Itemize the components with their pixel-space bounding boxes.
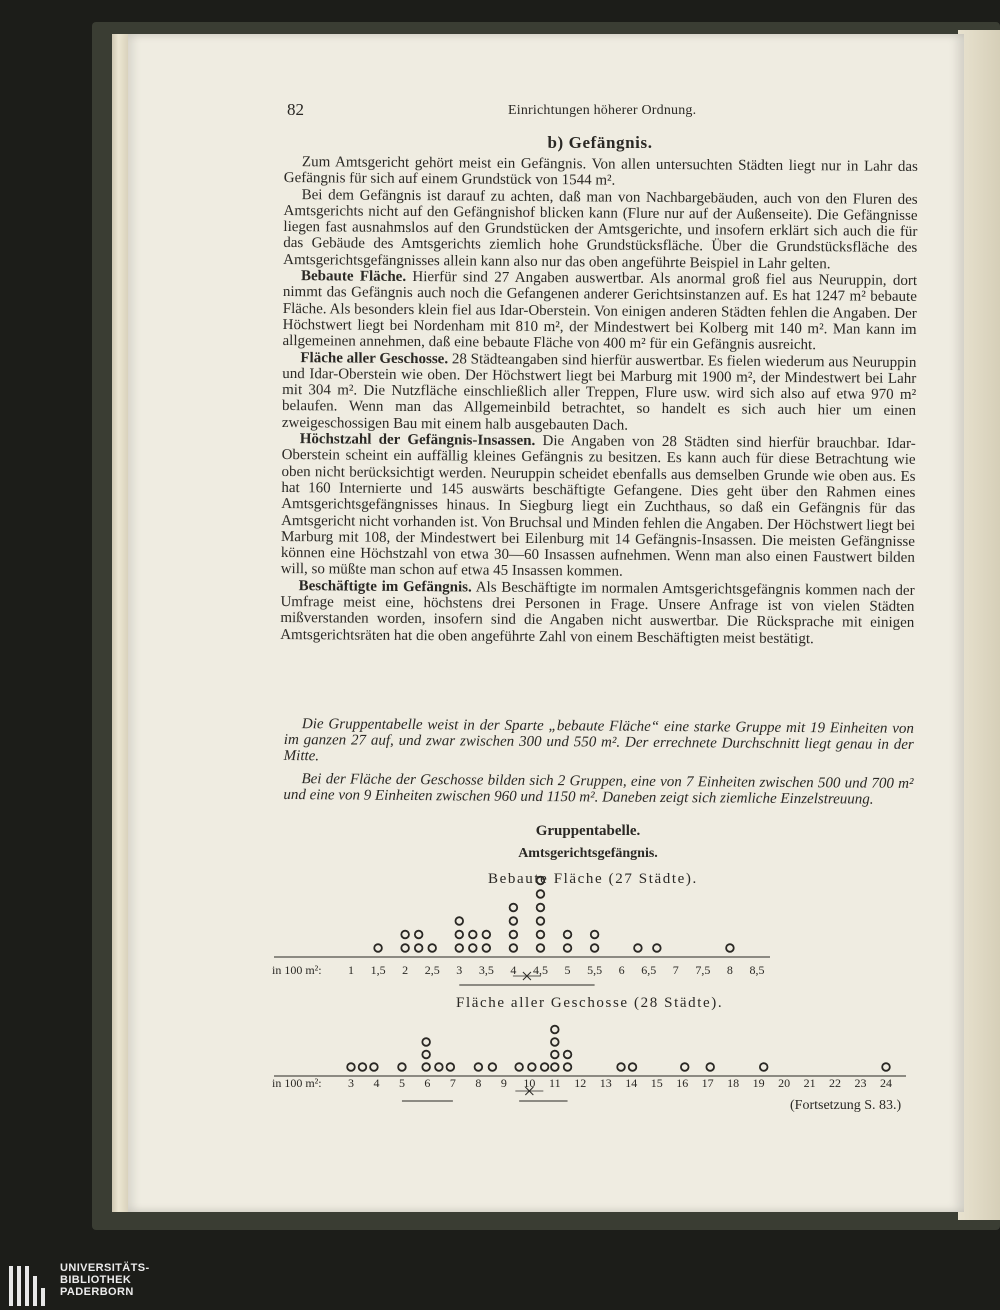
chart2-title: Fläche aller Geschosse (28 Städte).: [456, 995, 724, 1011]
data-dot: [591, 931, 599, 939]
chart1-title: Bebaute Fläche (27 Städte).: [488, 871, 698, 887]
tick-label: 3: [456, 963, 463, 977]
page-number: 82: [287, 100, 304, 119]
paragraph-lead: Beschäftigte im Gefängnis.: [298, 577, 472, 596]
data-dot: [551, 1038, 559, 1046]
data-dot: [537, 877, 545, 885]
tick-label: 12: [574, 1076, 587, 1090]
tick-label: 13: [599, 1076, 612, 1090]
paragraph-lead: Höchstzahl der Gefängnis-Insassen.: [299, 431, 536, 450]
tick-label: 1,5: [370, 963, 386, 977]
data-dot: [537, 944, 545, 952]
data-dot: [515, 1063, 523, 1071]
tick-label: 6,5: [641, 963, 657, 977]
data-dot: [617, 1063, 625, 1071]
data-dot: [760, 1063, 768, 1071]
data-dot: [370, 1063, 378, 1071]
data-dot: [510, 917, 518, 925]
tick-label: 9: [500, 1076, 507, 1090]
data-dot: [634, 944, 642, 952]
data-dot: [537, 890, 545, 898]
paragraph-text: Bei dem Gefängnis ist darauf zu achten, daß man von Nachbargebäuden, auch von den Fluren des Amtsgerichts nicht auf den Gefängnishof blicken kann (Flure nur auf der Außenseite). Die Gefängnisse liegen fast ausnahmslos auf den Grundstücken der Amtsgerichte, und insofern erklärt sich auch die für das Gebäude des Amtsgerichts ziemlich hohe Grundstücksfläche. Über die Grundstücksfläche des Amtsgerichtsgefängnisses allein kann also nur das oben angeführte Beispiel in Lahr gelten.: [283, 186, 918, 273]
tick-label: 5,5: [587, 963, 603, 977]
tick-label: 11: [549, 1076, 561, 1090]
data-dot: [415, 931, 423, 939]
tick-label: 20: [778, 1076, 791, 1090]
italic-note-2: Bei der Fläche der Geschosse bilden sich 2 Gruppen, eine von 7 Einheiten zwischen 500 und 700 m² und eine von 9 Einheiten zwischen 960 und 1150 m². Daneben zeigt sich ziemliche Einzelstreuung.: [283, 771, 914, 808]
data-dot: [489, 1063, 497, 1071]
data-dot: [551, 1063, 559, 1071]
continuation-note: (Fortsetzung S. 83.): [790, 1098, 902, 1113]
data-dot: [726, 944, 734, 952]
tick-label: 3,5: [478, 963, 494, 977]
tick-label: 16: [676, 1076, 689, 1090]
data-dot: [537, 904, 545, 912]
data-dot: [469, 944, 477, 952]
data-dot: [541, 1063, 549, 1071]
tick-label: 19: [752, 1076, 765, 1090]
tick-label: 4: [510, 963, 517, 977]
data-dot: [510, 931, 518, 939]
data-dot: [435, 1063, 443, 1071]
data-dot: [401, 931, 409, 939]
data-dot: [428, 944, 436, 952]
data-dot: [882, 1063, 890, 1071]
tick-label: 1: [348, 963, 354, 977]
tick-label: 8: [726, 963, 733, 977]
data-dot: [564, 944, 572, 952]
axis-unit-label: in 100 m²:: [272, 963, 322, 977]
tick-label: 21: [803, 1076, 816, 1090]
group-table-title: Gruppentabelle.: [535, 823, 641, 839]
data-dot: [455, 917, 463, 925]
tick-label: 8: [475, 1076, 482, 1090]
data-dot: [475, 1063, 483, 1071]
library-logo-icon: [9, 1266, 47, 1306]
tick-label: 23: [854, 1076, 867, 1090]
data-dot: [422, 1038, 430, 1046]
data-dot: [455, 944, 463, 952]
paragraph-lead: Bebaute Fläche.: [300, 268, 407, 286]
library-logo-text: UNIVERSITÄTS- BIBLIOTHEK PADERBORN: [60, 1262, 150, 1298]
tick-label: 24: [880, 1076, 892, 1090]
tick-label: 4: [373, 1076, 380, 1090]
paragraph-text: Als Beschäftigte im normalen Amtsgerichtsgefängnis kommen nach der Umfrage meist eine, höchstens drei Personen in Frage. Unsere Anfrage ist von vielen Städten mißverstanden worden, insofern sind die Angaben nicht auswertbar. Die Rücksprache mit einigen Amtsgerichtsräten hat die oben angeführte Zahl von einem Beschäftigten meist bestätigt.: [280, 579, 915, 647]
tick-label: 14: [625, 1076, 638, 1090]
tick-label: 6: [618, 963, 625, 977]
data-dot: [469, 931, 477, 939]
data-dot: [510, 904, 518, 912]
data-dot: [455, 931, 463, 939]
data-dot: [551, 1026, 559, 1034]
section-title: b) Gefängnis.: [547, 133, 653, 152]
data-dot: [483, 944, 491, 952]
data-dot: [564, 1051, 572, 1059]
data-dot: [528, 1063, 536, 1071]
data-dot: [591, 944, 599, 952]
tick-label: 5: [398, 1076, 405, 1090]
data-dot: [415, 944, 423, 952]
data-dot: [398, 1063, 406, 1071]
paragraph-text: 28 Städteangaben sind hierfür auswertbar. Es fielen wiederum aus Neuruppin und Idar-Oberstein wie oben. Der Höchstwert liegt bei Marburg mit 1900 m², der Mindestwert bei Lahr mit 304 m². Die Nutzfläche einschließlich aller Treppen, Flure usw. wird sich also auf etwa 970 m² belaufen. Wenn man das Allgemeinbild betrachtet, so handelt es sich auch hier um einen zweigeschossigen Bau mit einem halb ausgebauten Dach.: [281, 350, 917, 434]
tick-label: 4,5: [532, 963, 548, 977]
tick-label: 7: [449, 1076, 456, 1090]
paragraph-text: Die Angaben von 28 Städten sind hierfür brauchbar. Idar-Oberstein scheint ein auffällig kleines Gefängnis zu besitzen. Es kann auch für diese Betrachtung wie oben nicht berücksichtigt werden. Neuruppin scheidet ebenfalls aus demselben Grunde wie oben aus. Es hat 160 Internierte und 145 auswärts beschäftigte Gefangene. Dies geht über den Rahmen eines Amtsgerichtsgefängnisses hinaus. In Siegburg liegt ein Zuchthaus, so daß ein Gefängnis für das Amtsgericht nicht vorhanden ist. Von Bruchsal und Minden fehlen die Angaben. Der Höchstwert liegt bei Marburg mit 108, der Mindestwert bei Eilenburg mit 14 Gefängnis-Insassen. Die meisten Gefängnisse können eine Höchstzahl von etwa 30—60 Insassen aufnehmen. Wenn man also einen Faustwert bilden will, so müßte man schon auf etwa 45 Insassen kommen.: [280, 433, 916, 581]
data-dot: [681, 1063, 689, 1071]
tick-label: 3: [348, 1076, 354, 1090]
data-dot: [706, 1063, 714, 1071]
paragraph-text: Zum Amtsgericht gehört meist ein Gefängnis. Von allen untersuchten Städten liegt nur in Lahr das Gefängnis für sich auf einem Grundstück von 1544 m².: [283, 154, 918, 189]
data-dot: [401, 944, 409, 952]
data-dot: [510, 944, 518, 952]
tick-label: 18: [727, 1076, 740, 1090]
tick-label: 5: [564, 963, 571, 977]
group-table-subtitle: Amtsgerichtsgefängnis.: [518, 846, 658, 861]
data-dot: [537, 917, 545, 925]
italic-note-1: Die Gruppentabelle weist in der Sparte „bebaute Fläche“ eine starke Gruppe mit 19 Einheiten von im ganzen 27 auf, und zwar zwischen 300 und 550 m². Der errechnete Durchschnitt liegt genau in der Mitte.: [283, 716, 914, 765]
tick-label: 8,5: [749, 963, 765, 977]
data-dot: [359, 1063, 367, 1071]
tick-label: 6: [424, 1076, 431, 1090]
tick-label: 2,5: [424, 963, 440, 977]
data-dot: [483, 931, 491, 939]
data-dot: [653, 944, 661, 952]
paragraph-text: Hierfür sind 27 Angaben auswertbar. Als anormal groß fiel aus Neuruppin, dort nimmt das Gefängnis auch noch die Gefangenen anderer Gerichtsinstanzen auf. Es hat 1247 m² bebaute Fläche. Als besonders klein fiel aus Idar-Oberstein. Von einigen anderen Städten fehlen die Angaben. Der Höchstwert liegt bei Nordenham mit 810 m², der Mindestwert bei Kolberg mit 140 m². Man kann im allgemeinen annehmen, daß eine bebaute Fläche von 400 m² für ein Gefängnis ausreicht.: [282, 269, 918, 354]
tick-label: 2: [402, 963, 409, 977]
data-dot: [422, 1063, 430, 1071]
data-dot: [629, 1063, 637, 1071]
data-dot: [422, 1051, 430, 1059]
data-dot: [447, 1063, 455, 1071]
tick-label: 7,5: [695, 963, 711, 977]
tick-label: 15: [650, 1076, 663, 1090]
tick-label: 17: [701, 1076, 714, 1090]
data-dot: [551, 1051, 559, 1059]
running-head: Einrichtungen höherer Ordnung.: [508, 103, 697, 118]
data-dot: [537, 931, 545, 939]
tick-label: 7: [672, 963, 679, 977]
tick-label: 22: [829, 1076, 842, 1090]
data-dot: [374, 944, 382, 952]
library-footer: [0, 1258, 1000, 1310]
tick-label: 10: [523, 1076, 536, 1090]
data-dot: [564, 1063, 572, 1071]
data-dot: [564, 931, 572, 939]
data-dot: [347, 1063, 355, 1071]
axis-unit-label: in 100 m²:: [272, 1076, 322, 1090]
paragraph-lead: Fläche aller Geschosse.: [300, 349, 449, 367]
